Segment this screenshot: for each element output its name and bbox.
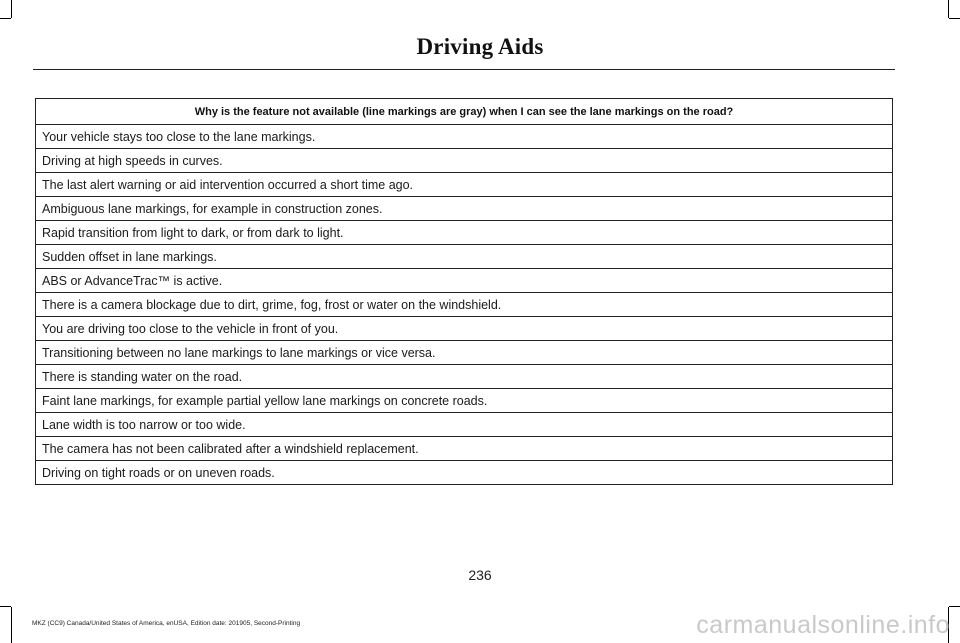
table-row: [36, 149, 893, 173]
table-row: [36, 125, 893, 149]
crop-mark: [0, 606, 11, 607]
table-cell: There is standing water on the road.: [36, 365, 893, 389]
table-cell: Rapid transition from light to dark, or from dark to light.: [36, 221, 893, 245]
table-cell: Driving at high speeds in curves.: [36, 149, 893, 173]
faq-table: [35, 98, 893, 485]
table-header-row: [36, 99, 893, 125]
table-row: [36, 269, 893, 293]
table-row: [36, 317, 893, 341]
watermark: carmanualsonline.info: [696, 611, 950, 639]
crop-mark: [0, 18, 11, 19]
table-cell: Lane width is too narrow or too wide.: [36, 413, 893, 437]
table-cell: You are driving too close to the vehicle in front of you.: [36, 317, 893, 341]
table-cell: Faint lane markings, for example partial yellow lane markings on concrete roads.: [36, 389, 893, 413]
table-row: [36, 173, 893, 197]
crop-mark: [11, 0, 12, 18]
table-row: [36, 341, 893, 365]
crop-mark: [949, 18, 960, 19]
page-title: Driving Aids: [416, 34, 544, 59]
table-row: [36, 413, 893, 437]
crop-mark: [949, 606, 960, 607]
table-cell: The last alert warning or aid intervention occurred a short time ago.: [36, 173, 893, 197]
crop-mark: [11, 607, 12, 643]
table-cell: Driving on tight roads or on uneven roads.: [36, 461, 893, 485]
table-cell: The camera has not been calibrated after a windshield replacement.: [36, 437, 893, 461]
table-cell: Your vehicle stays too close to the lane markings.: [36, 125, 893, 149]
table-row: [36, 365, 893, 389]
table-cell: Transitioning between no lane markings to lane markings or vice versa.: [36, 341, 893, 365]
table-cell: ABS or AdvanceTrac™ is active.: [36, 269, 893, 293]
table-row: [36, 461, 893, 485]
table-row: [36, 197, 893, 221]
edition-footer: MKZ (CC9) Canada/United States of America, enUSA, Edition date: 201905, Second-Printing: [32, 620, 301, 627]
header-divider: [33, 69, 895, 70]
table-row: [36, 245, 893, 269]
crop-mark: [948, 0, 949, 18]
table-header: Why is the feature not available (line markings are gray) when I can see the lane markings on the road?: [36, 99, 893, 125]
table-row: [36, 389, 893, 413]
table-row: [36, 437, 893, 461]
table-cell: Sudden offset in lane markings.: [36, 245, 893, 269]
table-cell: Ambiguous lane markings, for example in construction zones.: [36, 197, 893, 221]
table-cell: There is a camera blockage due to dirt, grime, fog, frost or water on the windshield.: [36, 293, 893, 317]
page-number: 236: [468, 567, 492, 583]
table-row: [36, 221, 893, 245]
table-row: [36, 293, 893, 317]
